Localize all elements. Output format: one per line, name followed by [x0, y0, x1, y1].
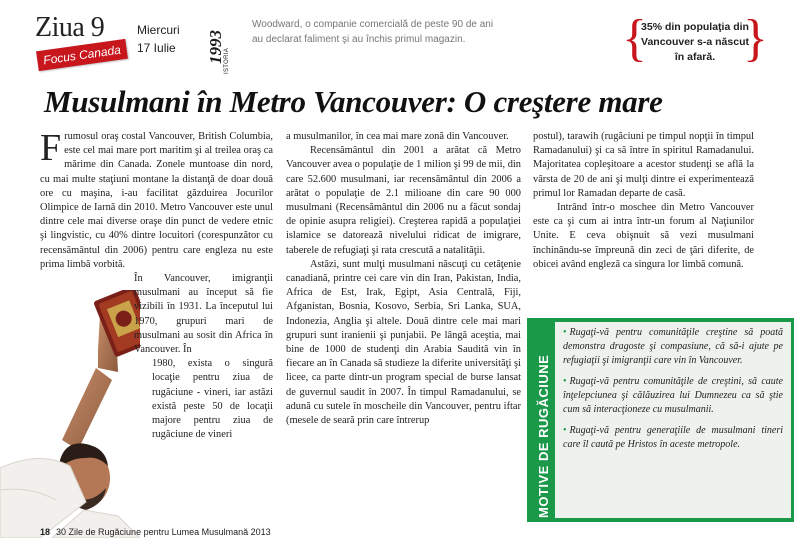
stat-callout — [622, 10, 768, 71]
article-column-1 — [40, 127, 273, 442]
weekday: Miercuri — [137, 23, 180, 37]
day-meta — [137, 21, 180, 57]
bullet-icon: • — [563, 327, 567, 338]
article-column-2 — [286, 130, 521, 428]
paragraph: Astăzi, sunt mulţi musulmani născuţi cu cetăţenie canadiană, printre cei care vin din Iran, Pakistan, India, Africa de Est, Irak, Egipt, Asia Centrală, Fiji, Afganistan, Bosnia, Kosovo, Serbia, Sri Lanka, SUA, Indonezia, Anglia şi altele. Două dintre cele mai mari grupuri sunt iranienii şi punjabii. Pe lângă aceştia, mai bine de 1000 de studenţi din Arabia Saudită vin în fiecare an în Canada să studieze la diferite universităţi şi licee, ca parte dintr-un program special de burse lansat de guvernul saudit în 2007. În timpul Ramadanului, se adună cu sutele în moscheile din Vancouver, pentru iftar (mesele de seară prin care întrerup — [286, 258, 521, 427]
article-column-3 — [533, 130, 754, 272]
paragraph-wrap-a: În Vancouver, imigranţii musulmani au început să fie vizibili în 1931. La începutul lui 1970, grupuri mari de musulmani au sosit din Africa în Vancouver. În — [134, 273, 273, 356]
prayer-points-box — [527, 318, 794, 522]
paragraph: Intrând într-o moschee din Metro Vancouver este ca şi cum ai intra într-un forum al Naţiunilor Unite. E ceva obişnuit să vezi musulmani închinându-se împreună din zeci de ţări diferite, de obicei având engleză ca singura lor limbă comună. — [533, 202, 754, 270]
paragraph: postul), tarawih (rugăciuni pe timpul nopţii în timpul Ramadanului) şi ca să între în spiritul Ramadanului. Majoritatea copleşitoare a acestor studenţi se află la vârsta de 20 de ani şi mulţi dintre ei experimentează primul lor Ramadan departe de casă. — [533, 131, 754, 199]
year-subtitle: ISTORIA — [224, 48, 230, 74]
page-number: 18 — [40, 527, 51, 537]
date: 17 Iulie — [137, 41, 176, 55]
left-brace-icon: { — [622, 10, 647, 67]
paragraph: Recensământul din 2001 a arătat că Metro Vancouver avea o populaţie de 1 milion şi 99 de mii, din care 52.600 musulmani, iar recensământul din 2006 a arătat o populaţie de 2.1 milioane din care 90 000 musulmani (Recensământul din 2006 nu a făcut sondaj de opinie asupra religiei). Creşterea rapidă a populaţiei islamice se datorează nivelului ridicat de imigrare, taberele de refugiaţi şi rata crescută a natalităţii. — [286, 145, 521, 256]
year-block — [206, 22, 234, 74]
year-number: 1993 — [206, 30, 225, 64]
bullet-icon: • — [563, 425, 567, 436]
paragraph: a musulmanilor, în cea mai mare zonă din Vancouver. — [286, 131, 509, 142]
drop-cap: F — [40, 127, 62, 169]
history-note: Woodward, o companie comercială de peste 90 de ani au declarat faliment şi au închis primul magazin. — [252, 19, 494, 45]
prayer-box-label: MOTIVE DE RUGĂCIUNE — [536, 354, 551, 518]
prayer-list — [555, 322, 791, 518]
prayer-item: • Rugaţi-vă pentru comunităţile creştine să poată demonstra dragoste şi compasiune, că să-i ajute pe refugiaţii şi imigranţii care vin în Vancouver. — [563, 327, 783, 366]
publication-title: 30 Zile de Rugăciune pentru Lumea Musulmană 2013 — [56, 527, 271, 537]
page-footer — [40, 527, 271, 537]
paragraph-wrap-b: 1980, exista o singură locaţie pentru ziua de rugăciune - vineri, iar astăzi există peste 50 de locaţii majore pentru ziua de rugăciune de vineri — [152, 358, 273, 441]
prayer-item: • Rugaţi-vă pentru comunităţile de creştini, să caute înţelepciunea şi călăuzirea lui Dumnezeu ca să ştie cum să interacţioneze cu musulmanii. — [563, 376, 783, 415]
bullet-icon: • — [563, 376, 567, 387]
intro-paragraph: Frumosul oraş costal Vancouver, British Columbia, este cel mai mare port maritim şi al treilea oraş ca mărime din Canada. Zonele muntoase din nord, cu mai multe staţiuni montane la distanţă de doar două ore cu maşina, i-au facilitat găzduirea Jocurilor Olimpice de Iarnă din 2010. Metro Vancouver este unul dintre cele mai diverse oraşe din punct de vedere etnic şi lingvistic, cu 40% dintre locuitori (corespunzător cu recensământul din 2006) pentru care engleza nu este prima limbă vorbită. — [40, 127, 273, 270]
focus-tag: Focus Canada — [36, 39, 128, 71]
right-brace-icon: } — [743, 10, 768, 67]
day-title: Ziua 9 — [35, 12, 105, 43]
article-title: Musulmani în Metro Vancouver: O creştere mare — [44, 84, 663, 119]
prayer-item: • Rugaţi-vă pentru generaţiile de musulmani tineri care îl caută pe Hristos în aceste metropole. — [563, 425, 783, 450]
stat-text: 35% din populaţia din Vancouver s-a născut în afară. — [641, 21, 749, 63]
